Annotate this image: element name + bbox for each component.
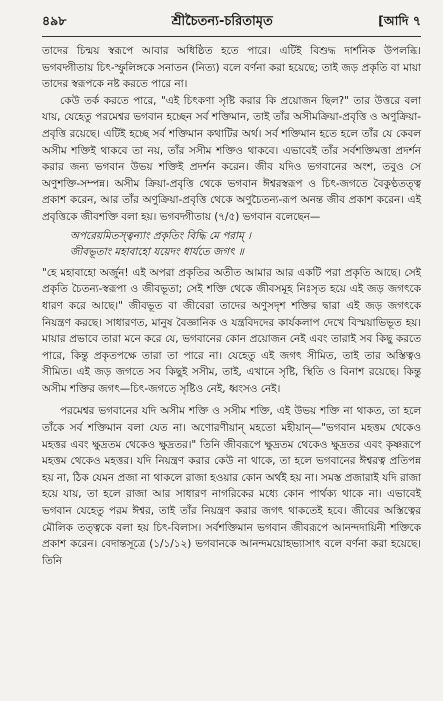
book-title: শ্রীচৈতন্য-চরিতামৃত bbox=[171, 14, 273, 29]
page-number: ৪৯৮ bbox=[42, 13, 67, 28]
paragraph-4: পরমেশ্বর ভগবানের যদি অসীম শক্তি ও সসীম শক্তি, এই উভয় শক্তি না থাকত, তা হলে তাঁকে সর্ব শক্তিমান বলা যেত না। অণোরণীয়ান্ মহতো মহীয়ান্—"ভগবান মহত্তম থেকেও মহত্তর এবং ক্ষুদ্রতম থেকেও ক্ষুদ্রতর।" তিনি জীবরূপে ক্ষুদ্রতম থেকেও ক্ষুদ্রতর এবং কৃষ্ণরূপে মহত্তম থেকেও মহত্তর। যদি নিয়ন্ত্রণ করার কেউ না থাকে, তা হলে ভগবানের ঈশ্বরত্ব প্রতিপন্ন হয় না, ঠিক যেমন প্রজা না থাকলে রাজা হওয়ার কোন অর্থই হয় না। সমস্ত প্রজারাই যদি রাজা হয়ে যায়, তা হলে রাজা আর সাধারণ নাগরিকের মধ্যে কোন পার্থক্য থাকে না। এভাবেই ভগবান যেহেতু পরম ঈশ্বর, তাই তাঁর নিয়ন্ত্রণ করার জগৎ থাকতেই হবে। জীবের অস্তিত্বের মৌলিক তত্ত্বকে বলা হয় চিৎ-বিলাস। সর্বশক্তিমান ভগবান জীবরূপে আনন্দদায়িনী শক্তিকে প্রকাশ করেন। বেদান্তসূত্রে (১/১/১২) ভগবানকে আনন্দময়োহভ্যাসাৎ বলে বর্ণনা করা হয়েছে। তিনি bbox=[42, 405, 421, 567]
body-text bbox=[42, 43, 421, 569]
page-header bbox=[42, 12, 421, 34]
paragraph-2: কেউ তর্ক করতে পারে, "এই চিৎকণা সৃষ্টি করার কি প্রয়োজন ছিল?" তার উত্তরে বলা যায়, যেহেতু পরমেশ্বর ভগবান হচ্ছেন সর্ব শক্তিমান, তাই তাঁর অসীমক্রিয়া-প্রবৃত্তি ও অণুক্রিয়া-প্রবৃত্তি রয়েছে। এটিই হচ্ছে সর্ব শক্তিমান কথাটির অর্থ। সর্ব শক্তিমান হতে হলে তাঁর যে কেবল অসীম শক্তিই থাকবে তা নয়, তাঁর সসীম শক্তিও থাকবে। এভাবেই তাঁর সর্বশক্তিমত্তা প্রদর্শন করার জন্য ভগবান উভয় শক্তিই প্রদর্শন করেন। জীব যদিও ভগবানের অংশ, তবুও সে অণুশক্তি-সম্পন্ন। অসীম ক্রিয়া-প্রবৃত্তি থেকে ভগবান ঈশ্বরস্বরূপ ও চিৎ-জগতে বৈকুণ্ঠতত্ত্ব প্রকাশ করেন, আর তাঁর অণুক্রিয়া-প্রবৃত্তি থেকে অণুচৈতন্য-রূপ অনন্ত জীব প্রকাশ করেন। এই প্রবৃত্তিকে জীবশক্তি বলা হয়। ভগবদ্গীতায় (৭/৫) ভগবান বলেছেন— bbox=[42, 94, 421, 223]
header-rule bbox=[42, 36, 421, 37]
section-label: [আদি ৭ bbox=[378, 13, 421, 28]
verse-block bbox=[42, 228, 421, 261]
paragraph-3: "হে মহাবাহো অর্জুন! এই অপরা প্রকৃতির অতীত আমার আর একটি পরা প্রকৃতি আছে। সেই প্রকৃতি চৈতন্য-স্বরূপা ও জীবভূতা; সেই শক্তি থেকে জীবসমূহ নিঃসৃত হয়ে এই জড় জগৎকে ধারণ করে আছে।" জীবভূত বা জীবেরা তাদের অণুসদৃশ শক্তির দ্বারা এই জড় জগৎকে নিয়ন্ত্রণ করছে। সাধারণত, মানুষ বৈজ্ঞানিক ও যন্ত্রবিদদের কার্যকলাপ দেখে বিস্ময়াভিভূত হয়। মায়ার প্রভাবে তারা মনে করে যে, ভগবানের কোন প্রয়োজন নেই এবং তারাই সব কিছু করতে পারে, কিন্তু প্রকৃতপক্ষে তারা তা পারে না। যেহেতু এই জগৎ সীমিত, তাই তার অস্তিত্বও সীমিত। এই জড় জগতে সব কিছুই সসীম, তাই, এখানে সৃষ্টি, স্থিতি ও বিনাশ রয়েছে। কিন্তু অসীম শক্তির জগৎ—চিৎ-জগতে সৃষ্টিও নেই, ধ্বংসও নেই। bbox=[42, 266, 421, 395]
verse-line-2: জীবভূতাং মহাবাহো যয়েদং ধার্যতে জগৎ ॥ bbox=[70, 246, 244, 259]
paragraph-1: তাদের চিন্ময় স্বরূপে আবার অধিষ্ঠিত হতে পারে। এটিই বিশুদ্ধ দার্শনিক উপলব্ধি। ভগবদ্গীতায় চিৎ-স্ফুলিঙ্গকে সনাতন (নিত্য) বলে বর্ণনা করা হয়েছে; তাই জড় প্রকৃতি বা মায়া তাদের স্বরূপকে নষ্ট করতে পারে না। bbox=[42, 45, 421, 91]
verse-line-1: অপরেয়মিতস্ত্বন্যাং প্রকৃতিং বিদ্ধি মে পরাম্‌ । bbox=[70, 229, 251, 242]
